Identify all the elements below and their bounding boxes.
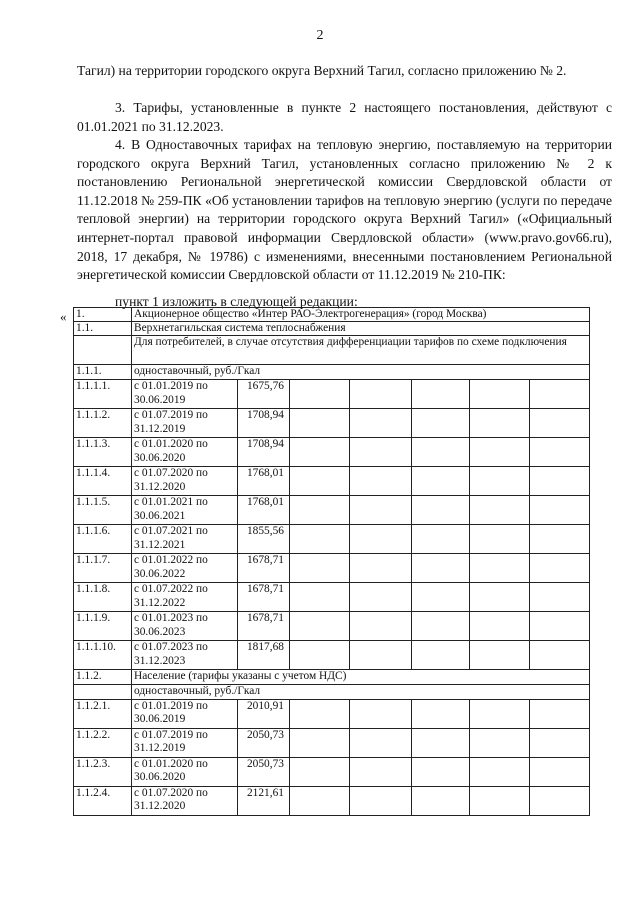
table-cell-empty (470, 554, 530, 583)
table-cell-empty (530, 554, 590, 583)
table-row (74, 467, 590, 496)
table-cell-empty (530, 757, 590, 786)
table-cell-empty (470, 757, 530, 786)
paragraph-edit-instruction: пункт 1 изложить в следующей редакции: (115, 294, 358, 309)
table-cell-value: 1768,01 (238, 496, 290, 525)
table-cell-empty (412, 380, 470, 409)
table-cell-empty (290, 612, 350, 641)
tariff-table (73, 307, 590, 816)
table-cell-empty (350, 467, 412, 496)
table-cell-empty (74, 684, 132, 699)
table-cell-empty (350, 554, 412, 583)
table-cell-value: 2010,91 (238, 699, 290, 728)
table-cell-period: с 01.07.2020 по 31.12.2020 (132, 786, 238, 815)
table-cell-empty (530, 438, 590, 467)
table-cell-empty (530, 525, 590, 554)
table-cell-empty (350, 438, 412, 467)
table-cell-empty (290, 728, 350, 757)
table-cell-number: 1.1.2.4. (74, 786, 132, 815)
table-cell-period: с 01.07.2019 по 31.12.2019 (132, 728, 238, 757)
table-cell-empty (290, 641, 350, 670)
table-cell-empty (290, 409, 350, 438)
table-cell-empty (530, 583, 590, 612)
table-cell-number: 1.1.1.3. (74, 438, 132, 467)
table-cell-empty (412, 641, 470, 670)
table-cell-period: с 01.07.2023 по 31.12.2023 (132, 641, 238, 670)
table-cell-value: 1708,94 (238, 438, 290, 467)
table-row-organization (74, 308, 590, 322)
table-cell-period: с 01.07.2021 по 31.12.2021 (132, 525, 238, 554)
table-cell-number: 1.1.1.7. (74, 554, 132, 583)
table-row (74, 380, 590, 409)
table-cell-empty (350, 409, 412, 438)
table-cell-empty (350, 525, 412, 554)
table-cell-number: 1.1.1.6. (74, 525, 132, 554)
table-cell-period: с 01.01.2021 по 30.06.2021 (132, 496, 238, 525)
table-row (74, 496, 590, 525)
table-row (74, 757, 590, 786)
tariff-type-label: одноставочный, руб./Гкал (132, 365, 590, 380)
table-row (74, 525, 590, 554)
table-cell-empty (290, 583, 350, 612)
table-cell-number: 1. (74, 308, 132, 322)
table-cell-period: с 01.01.2023 по 30.06.2023 (132, 612, 238, 641)
table-cell-empty (350, 583, 412, 612)
table-row (74, 554, 590, 583)
table-cell-empty (290, 757, 350, 786)
table-cell-empty (530, 641, 590, 670)
table-cell-empty (412, 525, 470, 554)
table-cell-value: 1855,56 (238, 525, 290, 554)
table-cell-empty (74, 336, 132, 365)
table-cell-empty (350, 641, 412, 670)
table-cell-number: 1.1.1.1. (74, 380, 132, 409)
table-cell-value: 1678,71 (238, 554, 290, 583)
table-cell-empty (290, 467, 350, 496)
table-cell-empty (290, 699, 350, 728)
table-cell-value: 1708,94 (238, 409, 290, 438)
table-cell-period: с 01.01.2019 по 30.06.2019 (132, 380, 238, 409)
table-cell-number: 1.1.1.4. (74, 467, 132, 496)
table-cell-empty (470, 786, 530, 815)
table-row-population-label: Население (тарифы указаны с учетом НДС) (132, 670, 590, 684)
organization-name: Акционерное общество «Интер РАО-Электрогенерация» (город Москва) (132, 308, 590, 322)
table-cell-empty (530, 467, 590, 496)
table-cell-empty (470, 496, 530, 525)
consumers-note: Для потребителей, в случае отсутствия дифференциации тарифов по схеме подключения (132, 336, 590, 365)
table-cell-period: с 01.07.2020 по 31.12.2020 (132, 467, 238, 496)
table-cell-empty (350, 380, 412, 409)
paragraph-item-4: 4. В Одноставочных тарифах на тепловую энергию, поставляемую на территории городского округа Верхний Тагил, установленных согласно приложению № 2 к постановлению Региональной энергетической комиссии Свердловской области от 11.12.2018 № 259-ПК «Об установлении тарифов на тепловую энергию (услуги по передаче тепловой энергии) на территории городского округа Верхний Тагил» («Официальный интернет-портал правовой информации Свердловской области» (www.pravo.gov66.ru), 2018, 17 декабря, № 19786) с изменениями, внесенными постановлением Региональной энергетической комиссии Свердловской области от 11.12.2019 № 210-ПК: (77, 137, 612, 283)
table-cell-value: 1678,71 (238, 612, 290, 641)
table-cell-empty (530, 612, 590, 641)
table-row-consumers-note (74, 336, 590, 365)
table-cell-empty (290, 496, 350, 525)
table-cell-empty (412, 583, 470, 612)
table-cell-empty (470, 583, 530, 612)
table-cell-empty (350, 496, 412, 525)
table-cell-empty (530, 409, 590, 438)
table-row (74, 438, 590, 467)
table-cell-value: 1675,76 (238, 380, 290, 409)
table-row-population (74, 670, 590, 684)
table-cell-value: 2050,73 (238, 757, 290, 786)
table-row (74, 409, 590, 438)
table-cell-value: 1678,71 (238, 583, 290, 612)
table-cell-period: с 01.07.2019 по 31.12.2019 (132, 409, 238, 438)
opening-quote-mark: « (60, 309, 67, 324)
table-cell-empty (412, 409, 470, 438)
table-row (74, 728, 590, 757)
table-cell-empty (290, 525, 350, 554)
table-cell-empty (412, 554, 470, 583)
table-cell-empty (350, 757, 412, 786)
table-cell-empty (530, 380, 590, 409)
table-cell-empty (530, 496, 590, 525)
table-cell-empty (350, 728, 412, 757)
table-row-tariff-type-2 (74, 684, 590, 699)
table-cell-number: 1.1.2.1. (74, 699, 132, 728)
table-cell-empty (470, 409, 530, 438)
table-cell-empty (412, 699, 470, 728)
table-cell-period: с 01.01.2022 по 30.06.2022 (132, 554, 238, 583)
table-cell-empty (412, 612, 470, 641)
table-row (74, 641, 590, 670)
table-row-tariff-type (74, 365, 590, 380)
table-cell-empty (350, 612, 412, 641)
table-cell-empty (412, 467, 470, 496)
table-cell-empty (350, 786, 412, 815)
table-cell-empty (470, 612, 530, 641)
table-cell-empty (412, 757, 470, 786)
table-cell-empty (412, 786, 470, 815)
paragraph-continuation: Тагил) на территории городского округа Верхний Тагил, согласно приложению № 2. (77, 63, 567, 78)
table-cell-number: 1.1.2.3. (74, 757, 132, 786)
page-number: 2 (316, 28, 324, 43)
table-cell-number: 1.1.1.9. (74, 612, 132, 641)
table-cell-number: 1.1.1.5. (74, 496, 132, 525)
table-cell-number: 1.1.1.2. (74, 409, 132, 438)
table-cell-value: 2121,61 (238, 786, 290, 815)
table-cell-empty (290, 786, 350, 815)
table-cell-empty (470, 699, 530, 728)
table-cell-empty (470, 438, 530, 467)
table-cell-empty (350, 699, 412, 728)
table-cell-empty (412, 728, 470, 757)
table-cell-empty (470, 525, 530, 554)
table-cell-number: 1.1.2.2. (74, 728, 132, 757)
table-cell-empty (470, 467, 530, 496)
table-cell-empty (530, 699, 590, 728)
table-row (74, 699, 590, 728)
table-cell-empty (470, 728, 530, 757)
system-name: Верхнетагильская система теплоснабжения (132, 322, 590, 336)
paragraph-item-3: 3. Тарифы, установленные в пункте 2 настоящего постановления, действуют с 01.01.2021 по 31.12.2023. (77, 100, 612, 134)
table-cell-period: с 01.01.2020 по 30.06.2020 (132, 757, 238, 786)
table-cell-empty (290, 438, 350, 467)
table-row (74, 786, 590, 815)
table-cell-empty (290, 380, 350, 409)
table-row (74, 612, 590, 641)
table-row-system (74, 322, 590, 336)
table-cell-empty (470, 641, 530, 670)
table-cell-period: с 01.07.2022 по 31.12.2022 (132, 583, 238, 612)
table-cell-empty (412, 438, 470, 467)
table-cell-empty (530, 786, 590, 815)
table-cell-period: с 01.01.2020 по 30.06.2020 (132, 438, 238, 467)
table-cell-value: 2050,73 (238, 728, 290, 757)
table-cell-period: с 01.01.2019 по 30.06.2019 (132, 699, 238, 728)
table-cell-empty (290, 554, 350, 583)
table-cell-empty (470, 380, 530, 409)
table-cell-empty (530, 728, 590, 757)
table-cell-empty (412, 496, 470, 525)
table-cell-value: 1817,68 (238, 641, 290, 670)
table-cell-value: 1768,01 (238, 467, 290, 496)
table-cell-number: 1.1.2. (74, 670, 132, 684)
table-cell-number: 1.1.1.8. (74, 583, 132, 612)
table-row (74, 583, 590, 612)
table-cell-number: 1.1.1. (74, 365, 132, 380)
table-cell-number: 1.1. (74, 322, 132, 336)
table-row-tariff-type-2-label: одноставочный, руб./Гкал (132, 684, 590, 699)
table-cell-number: 1.1.1.10. (74, 641, 132, 670)
